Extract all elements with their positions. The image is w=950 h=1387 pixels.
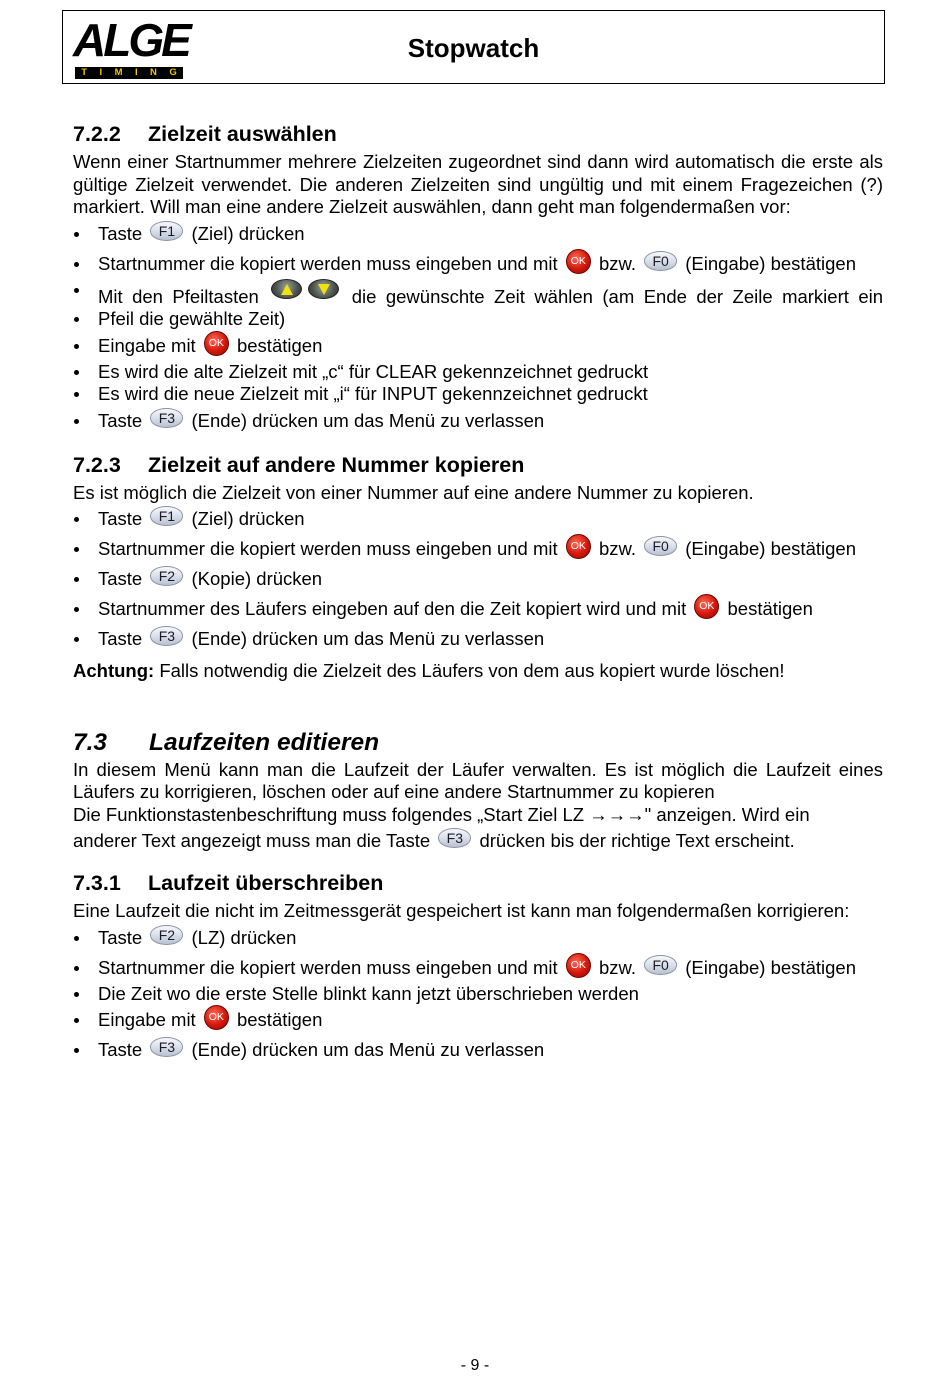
ok-key-icon: OK: [566, 953, 591, 978]
f3-key-icon: F3: [150, 1037, 183, 1057]
paragraph: Es ist möglich die Zielzeit von einer Nummer auf eine andere Nummer zu kopieren.: [73, 481, 754, 503]
list-item: Es wird die neue Zielzeit mit „i“ für INPUT gekennzeichnet gedruckt: [73, 383, 883, 406]
f3-key-icon: F3: [150, 408, 183, 428]
f1-key-icon: F1: [150, 221, 183, 241]
ok-key-icon: OK: [694, 594, 719, 619]
section-heading-7-2-3: [73, 450, 883, 480]
section-heading-7-3: [73, 727, 883, 759]
steps-list: [73, 504, 883, 654]
list-item: Die Zeit wo die erste Stelle blinkt kann jetzt überschrieben werden: [73, 983, 883, 1006]
warning-note: Achtung: Falls notwendig die Zielzeit des Läufers von dem aus kopiert wurde löschen!: [73, 660, 785, 681]
section-number: 7.3.1: [73, 871, 121, 895]
list-item: Startnummer die kopiert werden muss eingeben und mit OK bzw. F0 (Eingabe) bestätigen: [73, 534, 883, 564]
f1-key-icon: F1: [150, 506, 183, 526]
paragraph: Wenn einer Startnummer mehrere Zielzeiten zugeordnet sind dann wird automatisch die erste als gültige Zielzeit verwendet. Die anderen Zielzeiten sind ungültig und mit einem Fragezeichen (?) markiert. Will man eine andere Zielzeit auswählen, dann geht man folgendermaßen vor:: [73, 151, 883, 217]
f3-key-icon: F3: [150, 626, 183, 646]
list-item: Taste F3 (Ende) drücken um das Menü zu verlassen: [73, 1035, 883, 1065]
paragraph: Die Funktionstastenbeschriftung muss folgendes „Start Ziel LZ →→→" anzeigen. Wird ein: [73, 803, 810, 825]
list-item: Taste F3 (Ende) drücken um das Menü zu verlassen: [73, 406, 883, 436]
section-title: Zielzeit auswählen: [148, 122, 337, 146]
f0-key-icon: F0: [644, 251, 677, 271]
logo-wordmark: ALGE: [73, 14, 189, 66]
arrow-down-key-icon: [308, 279, 339, 299]
steps-list: [73, 923, 883, 1066]
list-item: Es wird die alte Zielzeit mit „c“ für CLEAR gekennzeichnet gedruckt: [73, 361, 883, 384]
page-number: - 9 -: [460, 1357, 490, 1374]
paragraph: Eine Laufzeit die nicht im Zeitmessgerät gespeichert ist kann man folgendermaßen korrigieren:: [73, 900, 850, 921]
ok-key-icon: OK: [204, 331, 229, 356]
document-body: [73, 119, 883, 1065]
page-header: [62, 10, 885, 84]
f0-key-icon: F0: [644, 536, 677, 556]
list-item: Startnummer des Läufers eingeben auf den die Zeit kopiert wird und mit OK bestätigen: [73, 594, 883, 624]
list-item: Taste F2 (Kopie) drücken: [73, 564, 883, 594]
logo-timing-bar: T I M I N G: [75, 67, 183, 79]
section-heading-7-2-2: [73, 119, 883, 149]
list-item: Eingabe mit OK bestätigen: [73, 331, 883, 361]
section-number: 7.2.2: [73, 122, 121, 146]
steps-list: [73, 219, 883, 436]
section-heading-7-3-1: [73, 868, 883, 898]
list-item: Taste F1 (Ziel) drücken: [73, 219, 883, 249]
section-title: Laufzeiten editieren: [149, 728, 380, 756]
f3-key-icon: F3: [438, 828, 471, 848]
list-item: Startnummer die kopiert werden muss eingeben und mit OK bzw. F0 (Eingabe) bestätigen: [73, 953, 883, 983]
list-item: Taste F2 (LZ) drücken: [73, 923, 883, 953]
f0-key-icon: F0: [644, 955, 677, 975]
paragraph: In diesem Menü kann man die Laufzeit der Läufer verwalten. Es ist möglich die Laufzeit eines Läufers zu korrigieren, löschen oder auf eine andere Startnummer zu kopieren: [73, 758, 883, 802]
list-item-continuation: Pfeil die gewählte Zeit): [73, 308, 883, 331]
list-item: Eingabe mit OK bestätigen: [73, 1005, 883, 1035]
list-item: Taste F1 (Ziel) drücken: [73, 504, 883, 534]
warning-label: Achtung:: [73, 660, 155, 681]
ok-key-icon: OK: [566, 249, 591, 274]
page-title: Stopwatch: [407, 33, 540, 63]
f2-key-icon: F2: [150, 925, 183, 945]
f2-key-icon: F2: [150, 566, 183, 586]
section-title: Zielzeit auf andere Nummer kopieren: [148, 452, 525, 477]
ok-key-icon: OK: [204, 1005, 229, 1030]
arrow-up-key-icon: [271, 279, 302, 299]
list-item: Startnummer die kopiert werden muss eingeben und mit OK bzw. F0 (Eingabe) bestätigen: [73, 249, 883, 279]
paragraph: anderer Text angezeigt muss man die Taste F3 drücken bis der richtige Text erscheint.: [73, 830, 795, 851]
ok-key-icon: OK: [566, 534, 591, 559]
section-title: Laufzeit überschreiben: [148, 871, 384, 895]
section-number: 7.2.3: [73, 452, 121, 477]
list-item: Taste F3 (Ende) drücken um das Menü zu verlassen: [73, 624, 883, 654]
list-item: Mit den Pfeiltasten die gewünschte Zeit wählen (am Ende der Zeile markiert ein: [73, 279, 883, 309]
section-number: 7.3: [73, 728, 108, 756]
